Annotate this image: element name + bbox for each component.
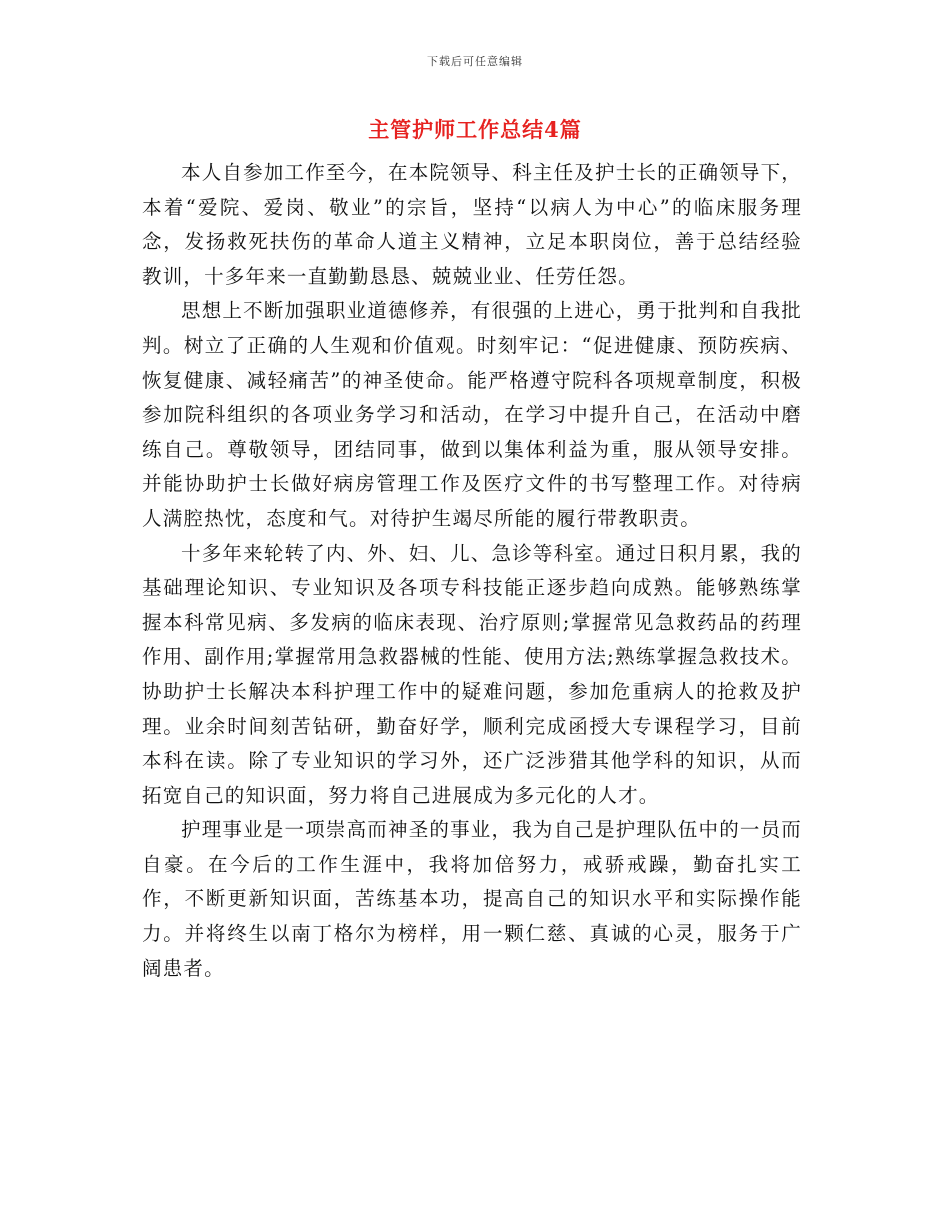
document-title: 主管护师工作总结4篇	[368, 117, 582, 142]
paragraph-4: 护理事业是一项崇高而神圣的事业，我为自己是护理队伍中的一员而自豪。在今后的工作生涯中，我将加倍努力，戒骄戒躁，勤奋扎实工作，不断更新知识面，苦练基本功，提高自己的知识水平和实际操作能力。并将终生以南丁格尔为榜样，用一颗仁慈、真诚的心灵，服务于广阔患者。	[142, 818, 803, 980]
paragraph-3: 十多年来轮转了内、外、妇、儿、急诊等科室。通过日积月累，我的基础理论知识、专业知识及各项专科技能正逐步趋向成熟。能够熟练掌握本科常见病、多发病的临床表现、治疗原则;掌握常见急救药品的药理作用、副作用;掌握常用急救器械的性能、使用方法;熟练掌握急救技术。协助护士长解决本科护理工作中的疑难问题，参加危重病人的抢救及护理。业余时间刻苦钻研，勤奋好学，顺利完成函授大专课程学习，目前本科在读。除了专业知识的学习外，还广泛涉猎其他学科的知识，从而拓宽自己的知识面，努力将自己进展成为多元化的人才。	[142, 541, 803, 807]
paragraph-2: 思想上不断加强职业道德修养，有很强的上进心，勇于批判和自我批判。树立了正确的人生观和价值观。时刻牢记：“促进健康、预防疾病、恢复健康、减轻痛苦”的神圣使命。能严格遵守院科各项规章制度，积极参加院科组织的各项业务学习和活动，在学习中提升自己，在活动中磨练自己。尊敬领导，团结同事，做到以集体利益为重，服从领导安排。并能协助护士长做好病房管理工作及医疗文件的书写整理工作。对待病人满腔热忱，态度和气。对待护生竭尽所能的履行带教职责。	[142, 299, 803, 530]
paragraph-1: 本人自参加工作至今，在本院领导、科主任及护士长的正确领导下，本着“爱院、爱岗、敬业”的宗旨，坚持“以病人为中心”的临床服务理念，发扬救死扶伤的革命人道主义精神，立足本职岗位，善于总结经验教训，十多年来一直勤勤恳恳、兢兢业业、任劳任怨。	[142, 161, 803, 288]
header-note: 下载后可任意编辑	[427, 55, 523, 68]
document-body	[142, 156, 802, 986]
